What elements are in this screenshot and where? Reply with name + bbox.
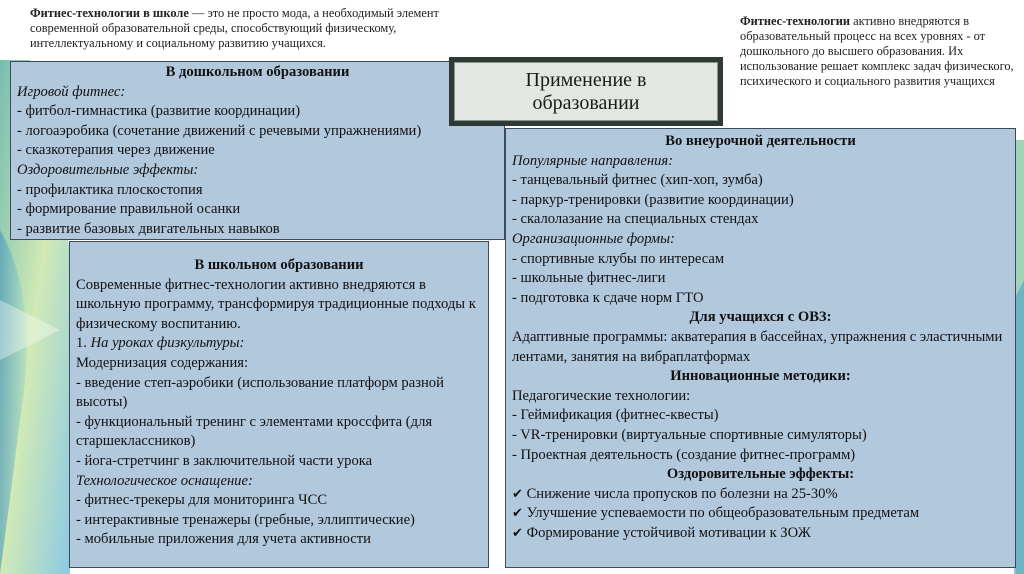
- intro-note-left: [30, 6, 500, 51]
- slide-title: [454, 62, 718, 121]
- effect-item: [512, 504, 1009, 524]
- title-plaque: [449, 57, 723, 126]
- intro-note-right-bold: Фитнес-технологии: [740, 14, 851, 28]
- check-icon: ✔: [512, 486, 523, 502]
- list-item: - введение степ-аэробики (использование платформ разной высоты): [76, 374, 444, 411]
- intro-note-left-bold: Фитнес-технологии в школе: [30, 6, 189, 20]
- extracurricular-heading: Во внеурочной деятельности: [665, 133, 856, 149]
- preschool-box: [10, 61, 505, 240]
- list-item: - йога-стретчинг в заключительной части урока: [76, 452, 373, 469]
- innovation-subheading: Педагогические технологии:: [512, 387, 691, 404]
- ovz-heading: Для учащихся с ОВЗ:: [689, 309, 832, 326]
- list-item: - скалолазание на специальных стендах: [512, 211, 759, 228]
- preschool-subheading-game: Игровой фитнес:: [17, 83, 126, 100]
- list-item: - подготовка к сдаче норм ГТО: [512, 289, 704, 306]
- effect-text: Улучшение успеваемости по общеобразовательным предметам: [526, 505, 920, 522]
- list-item: - фитбол-гимнастика (развитие координации): [17, 103, 301, 120]
- check-icon: ✔: [512, 525, 523, 541]
- slide-title-line2: образовании: [532, 91, 640, 114]
- list-item: - формирование правильной осанки: [17, 201, 241, 218]
- school-modern-label: Модернизация содержания:: [76, 354, 249, 371]
- school-box: [69, 241, 489, 568]
- intro-note-right: [740, 14, 1020, 89]
- preschool-heading: В дошкольном образовании: [165, 64, 350, 80]
- list-item: - школьные фитнес-лиги: [512, 270, 666, 287]
- school-point-label: На уроках физкультуры:: [90, 335, 245, 352]
- list-item: - танцевальный фитнес (хип-хоп, зумба): [512, 172, 763, 189]
- school-heading: В школьном образовании: [194, 257, 364, 273]
- effect-text: Формирование устойчивой мотивации к ЗОЖ: [526, 524, 811, 541]
- list-item: - паркур-тренировки (развитие координации): [512, 191, 794, 208]
- school-point: [76, 334, 482, 354]
- school-point-number: 1.: [76, 335, 91, 352]
- innovation-heading: Инновационные методики:: [670, 368, 851, 385]
- list-item: - интерактивные тренажеры (гребные, эллиптические): [76, 511, 415, 528]
- extracurricular-box: [505, 128, 1016, 568]
- school-intro: Современные фитнес-технологии активно внедряются в школьную программу, трансформируя традиционные подходы к физическому воспитанию.: [76, 276, 476, 332]
- list-item: - функциональный тренинг с элементами кроссфита (для старшеклассников): [76, 413, 433, 450]
- effects-heading: Оздоровительные эффекты:: [666, 466, 855, 483]
- ovz-text: Адаптивные программы: акватерапия в бассейнах, упражнения с эластичными лентами, занятия на вибраплатформах: [512, 328, 1003, 365]
- list-item: - Проектная деятельность (создание фитнес-программ): [512, 446, 856, 463]
- extracurricular-subheading-forms: Организационные формы:: [512, 230, 675, 247]
- list-item: - фитнес-трекеры для мониторинга ЧСС: [76, 492, 328, 509]
- intro-note-left-text: — это не просто мода, а необходимый элемент современной образовательной среды, способствующий физическому, интеллектуальному и социальному развитию учащихся.: [30, 6, 439, 50]
- check-icon: ✔: [512, 506, 523, 522]
- list-item: - мобильные приложения для учета активности: [76, 531, 371, 548]
- extracurricular-subheading-popular: Популярные направления:: [512, 152, 674, 169]
- preschool-subheading-effects: Оздоровительные эффекты:: [17, 161, 199, 178]
- school-subheading-tech: Технологическое оснащение:: [76, 472, 253, 489]
- effect-item: [512, 524, 1009, 544]
- list-item: - спортивные клубы по интересам: [512, 250, 725, 267]
- intro-note-right-text: активно внедряются в образовательный процесс на всех уровнях - от дошкольного до высшего образования. Их использование решает комплекс задач физического, психического и социального развития учащихся: [740, 14, 1014, 88]
- list-item: - VR-тренировки (виртуальные спортивные симуляторы): [512, 426, 867, 443]
- slide-title-line1: Применение в: [525, 68, 647, 91]
- list-item: - развитие базовых двигательных навыков: [17, 220, 280, 237]
- effect-item: [512, 485, 1009, 505]
- list-item: - логоаэробика (сочетание движений с речевыми упражнениями): [17, 122, 422, 139]
- list-item: - сказкотерапия через движение: [17, 142, 215, 159]
- effect-text: Снижение числа пропусков по болезни на 25-30%: [526, 485, 838, 502]
- list-item: - Геймификация (фитнес-квесты): [512, 407, 719, 424]
- list-item: - профилактика плоскостопия: [17, 181, 203, 198]
